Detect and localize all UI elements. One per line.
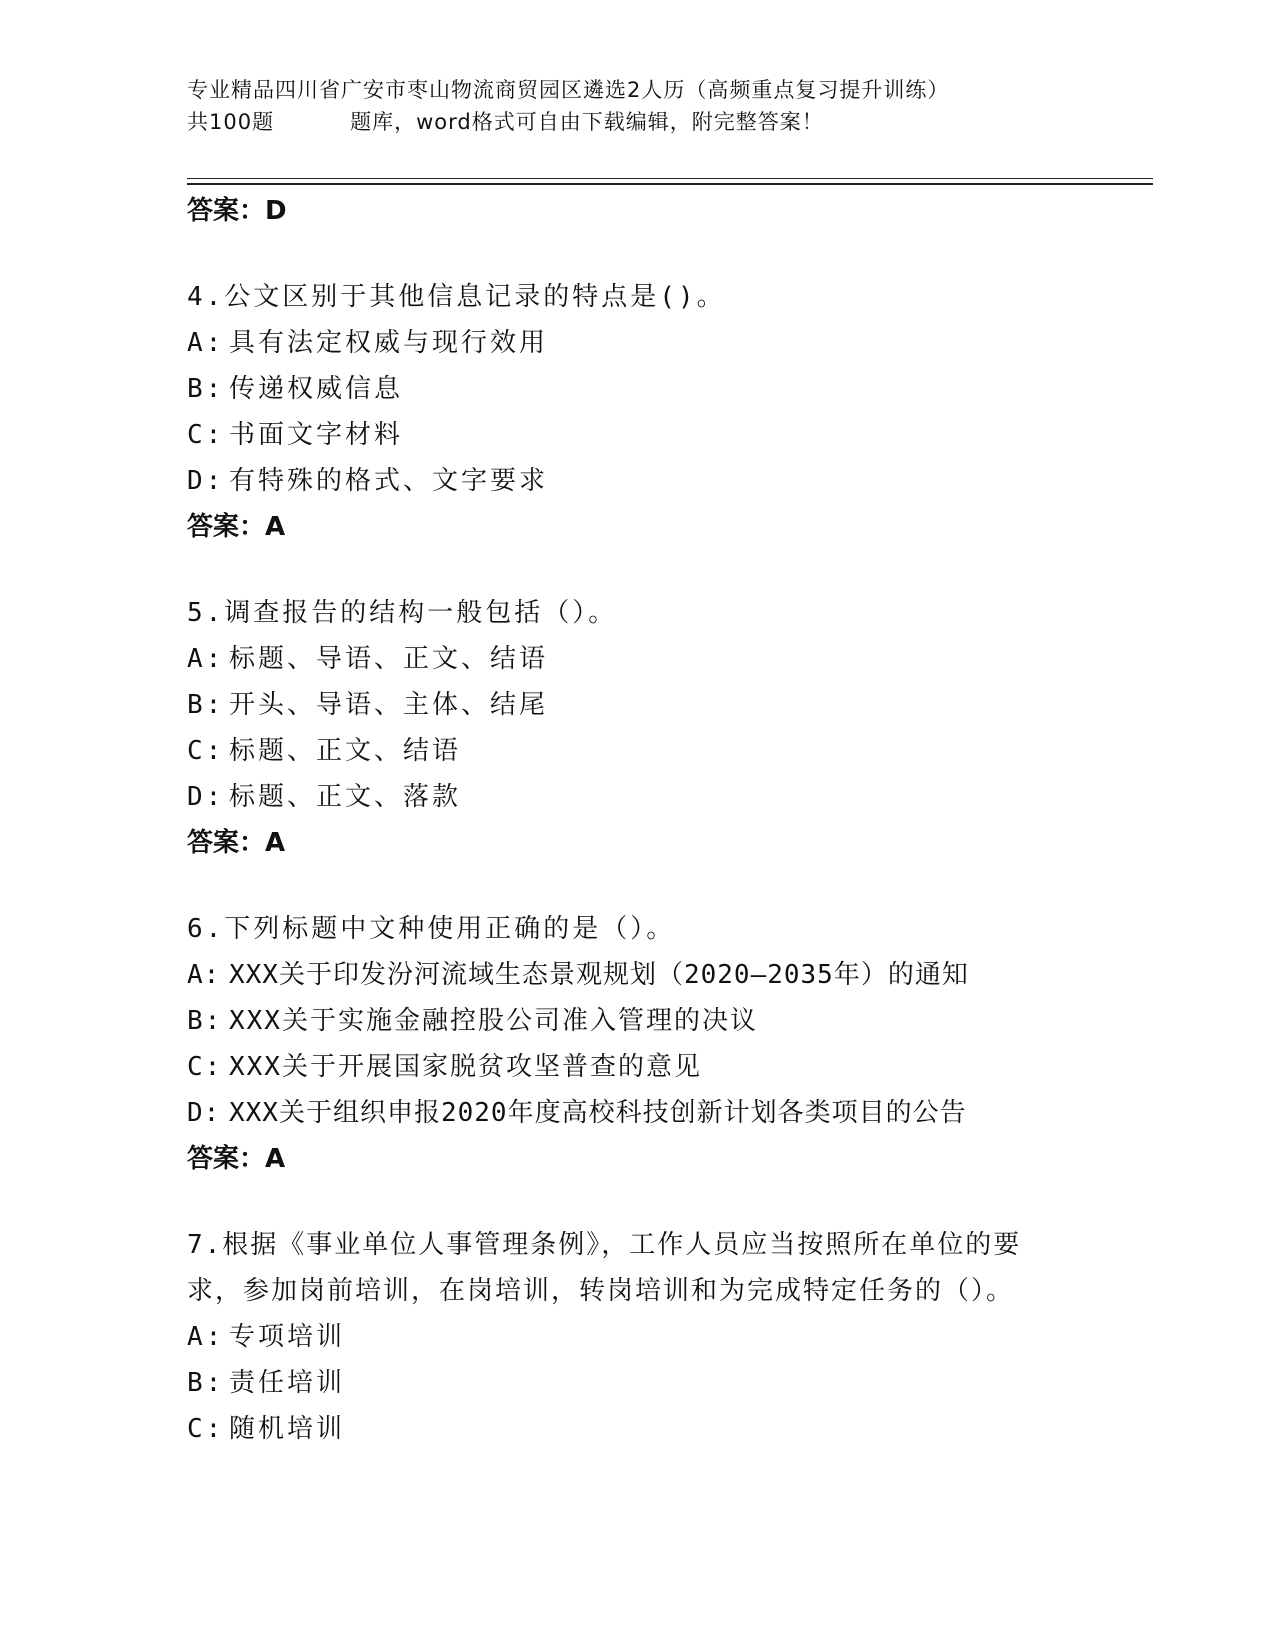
question-text: 4.公文区别于其他信息记录的特点是()。	[187, 282, 726, 312]
question-text-line1: 7.根据《事业单位人事管理条例》，工作人员应当按照所在单位的要	[187, 1230, 1022, 1260]
header-divider-thin	[187, 178, 1153, 179]
option-a: A: 标题、导语、正文、结语	[187, 644, 549, 674]
question-item	[187, 906, 1087, 1182]
option-c: C: 随机培训	[187, 1414, 346, 1444]
option-d: D: 标题、正文、落款	[187, 782, 462, 812]
header-question-count: 共100题	[187, 110, 275, 134]
question-text: 5.调查报告的结构一般包括（）。	[187, 598, 618, 628]
header-title-line1: 专业精品四川省广安市枣山物流商贸园区遴选2人历（高频重点复习提升训练）	[187, 78, 950, 102]
question-list	[187, 188, 1087, 1452]
option-c: C: XXX关于开展国家脱贫攻坚普查的意见	[187, 1052, 702, 1082]
question-item	[187, 274, 1087, 550]
option-b: B: 责任培训	[187, 1368, 346, 1398]
question-text-line2: 求，参加岗前培训，在岗培训，转岗培训和为完成特定任务的（）。	[187, 1276, 1015, 1306]
answer-line: 答案：D	[187, 196, 287, 226]
answer-line: 答案：A	[187, 512, 286, 542]
question-text: 6.下列标题中文种使用正确的是（）。	[187, 914, 676, 944]
option-a: A: 具有法定权威与现行效用	[187, 328, 549, 358]
option-b: B: 传递权威信息	[187, 374, 404, 404]
option-b: B: 开头、导语、主体、结尾	[187, 690, 549, 720]
option-a: A: XXX关于印发汾河流域生态景观规划（2020—2035年）的通知	[187, 960, 969, 990]
option-d: D: 有特殊的格式、文字要求	[187, 466, 549, 496]
answer-line: 答案：A	[187, 828, 286, 858]
option-a: A: 专项培训	[187, 1322, 346, 1352]
option-c: C: 书面文字材料	[187, 420, 404, 450]
option-d: D: XXX关于组织申报2020年度高校科技创新计划各类项目的公告	[187, 1098, 967, 1128]
question-item	[187, 1222, 1087, 1452]
header-divider-thick	[187, 183, 1153, 185]
option-b: B: XXX关于实施金融控股公司准入管理的决议	[187, 1006, 758, 1036]
page-header	[187, 74, 1087, 138]
option-c: C: 标题、正文、结语	[187, 736, 462, 766]
answer-line: 答案：A	[187, 1144, 286, 1174]
header-title-line2	[187, 106, 1087, 138]
question-item	[187, 590, 1087, 866]
header-description: 题库，word格式可自由下载编辑，附完整答案！	[350, 110, 824, 134]
